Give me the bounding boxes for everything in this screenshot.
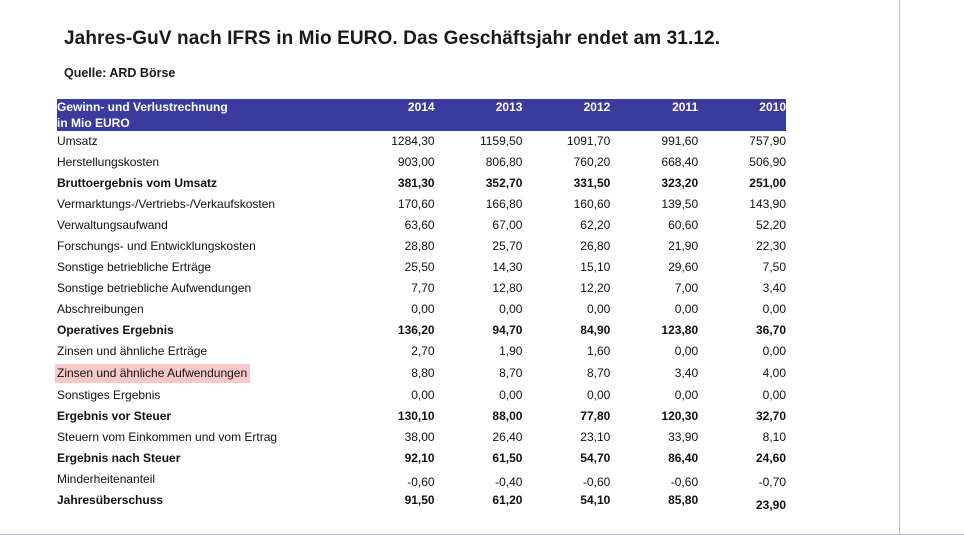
row-value: 0,00 [674, 302, 699, 316]
table-row [57, 215, 786, 236]
row-label: Ergebnis vor Steuer [57, 409, 172, 423]
page-right-border [899, 0, 900, 535]
row-value: 52,20 [755, 218, 786, 232]
column-header-label [57, 99, 347, 131]
row-value: 0,00 [762, 388, 786, 402]
row-value: 0,00 [674, 344, 699, 358]
row-value: 3,40 [674, 366, 699, 380]
row-value: 33,90 [668, 430, 699, 444]
row-label: Zinsen und ähnliche Erträge [57, 344, 208, 358]
row-value: 26,40 [492, 430, 523, 444]
row-value: 139,50 [661, 197, 699, 211]
row-label: Minderheitenanteil [57, 472, 156, 486]
row-value: 38,00 [404, 430, 435, 444]
row-value: 2,70 [411, 344, 435, 358]
row-value: 14,30 [492, 260, 523, 274]
row-label: Abschreibungen [57, 302, 144, 316]
row-value: 160,60 [573, 197, 611, 211]
table-row [57, 173, 786, 194]
table-row [57, 490, 786, 511]
row-value: 86,40 [668, 451, 699, 465]
row-value: 0,00 [762, 302, 786, 316]
row-value: 0,00 [762, 344, 786, 358]
row-value: 806,80 [485, 155, 523, 169]
row-value: 85,80 [668, 493, 699, 507]
row-value: 0,00 [411, 388, 435, 402]
row-value: 25,50 [404, 260, 435, 274]
row-value: 21,90 [668, 239, 699, 253]
row-label: Forschungs- und Entwicklungskosten [57, 239, 256, 253]
highlighted-row-label: Zinsen und ähnliche Aufwendungen [55, 364, 250, 383]
row-value: 760,20 [573, 155, 611, 169]
row-value: 120,30 [661, 409, 699, 423]
row-value: 668,40 [661, 155, 699, 169]
row-value: 12,20 [580, 281, 611, 295]
row-value: 54,10 [580, 493, 611, 507]
row-value: 61,50 [492, 451, 523, 465]
row-value: 23,10 [580, 430, 611, 444]
row-value: 63,60 [404, 218, 435, 232]
row-value: 28,80 [404, 239, 435, 253]
row-label: Herstellungskosten [57, 155, 160, 169]
row-value: 757,90 [749, 134, 786, 148]
column-header-label-line2: in Mio EURO [57, 116, 130, 130]
table-row [57, 194, 786, 215]
row-value: 0,00 [499, 302, 523, 316]
row-value: 0,00 [586, 388, 611, 402]
table-row [57, 278, 786, 299]
row-value: 91,50 [404, 493, 435, 507]
row-value: 22,30 [755, 239, 786, 253]
row-label [57, 362, 347, 385]
table-header-row [57, 99, 786, 131]
row-value: 88,00 [492, 409, 523, 423]
row-value: 166,80 [485, 197, 523, 211]
table-row [57, 385, 786, 406]
row-value: 1091,70 [566, 134, 611, 148]
row-value: 26,80 [580, 239, 611, 253]
table-body [57, 131, 786, 511]
table-row [57, 236, 786, 257]
row-value: 36,70 [755, 323, 786, 337]
row-value: 1,90 [499, 344, 523, 358]
row-value: 3,40 [762, 281, 786, 295]
row-value: 0,00 [411, 302, 435, 316]
row-value: 323,20 [661, 176, 699, 190]
row-value: 8,10 [762, 430, 786, 444]
row-value: 1159,50 [479, 134, 523, 148]
row-value: 12,80 [492, 281, 523, 295]
row-value: 60,60 [668, 218, 699, 232]
row-value: 25,70 [492, 239, 523, 253]
column-header-year-2011: 2011 [610, 99, 698, 131]
row-value: 0,00 [586, 302, 611, 316]
table-row [57, 469, 786, 490]
row-value: 4,00 [762, 366, 786, 380]
row-label: Operatives Ergebnis [57, 323, 174, 337]
table-row [57, 427, 786, 448]
row-value: 54,70 [580, 451, 611, 465]
row-value: 1284,30 [391, 134, 435, 148]
row-value: 903,00 [397, 155, 435, 169]
row-label: Sonstige betriebliche Aufwendungen [57, 281, 252, 295]
row-value: 331,50 [573, 176, 611, 190]
row-label: Sonstige betriebliche Erträge [57, 260, 212, 274]
row-value: 94,70 [492, 323, 523, 337]
table-row [57, 299, 786, 320]
table-row [57, 131, 786, 152]
row-value: 15,10 [580, 260, 611, 274]
column-header-year-2012: 2012 [522, 99, 610, 131]
row-label: Jahresüberschuss [57, 493, 164, 507]
row-value: 381,30 [397, 176, 435, 190]
row-value: 67,00 [492, 218, 523, 232]
table-row [57, 406, 786, 427]
row-value: 7,50 [762, 260, 786, 274]
row-value: 24,60 [755, 451, 786, 465]
financial-statement-table [57, 99, 786, 511]
row-value: 8,70 [586, 366, 611, 380]
table-header [57, 99, 786, 131]
row-value: 92,10 [404, 451, 435, 465]
row-value: 143,90 [749, 197, 786, 211]
row-value: 136,20 [397, 323, 435, 337]
row-label: Ergebnis nach Steuer [57, 451, 181, 465]
column-header-year-2014: 2014 [347, 99, 435, 131]
row-value: 23,90 [755, 498, 786, 512]
table-row [57, 341, 786, 362]
row-value: 130,10 [397, 409, 435, 423]
table-row [57, 320, 786, 341]
row-value: 506,90 [749, 155, 786, 169]
row-value: 61,20 [492, 493, 523, 507]
table-row [57, 448, 786, 469]
row-value: -0,60 [407, 475, 435, 489]
source-note: Quelle: ARD Börse [64, 66, 176, 80]
column-header-year-2010: 2010 [698, 99, 786, 131]
row-value: 1,60 [586, 344, 611, 358]
row-value: -0,70 [758, 475, 786, 489]
row-value: 352,70 [485, 176, 523, 190]
row-value: -0,60 [670, 475, 699, 489]
row-value: 170,60 [397, 197, 435, 211]
row-value: 77,80 [580, 409, 611, 423]
row-value: 8,80 [411, 366, 435, 380]
column-header-label-line1: Gewinn- und Verlustrechnung [57, 100, 228, 114]
row-label: Umsatz [57, 134, 98, 148]
row-label: Bruttoergebnis vom Umsatz [57, 176, 218, 190]
row-value: 0,00 [674, 388, 699, 402]
row-label: Verwaltungsaufwand [57, 218, 168, 232]
row-value: 29,60 [668, 260, 699, 274]
row-value: -0,60 [582, 475, 611, 489]
row-value: 62,20 [580, 218, 611, 232]
row-label: Sonstiges Ergebnis [57, 388, 161, 402]
row-value: 0,00 [499, 388, 523, 402]
row-value: 7,70 [411, 281, 435, 295]
row-value: 84,90 [580, 323, 611, 337]
row-label: Steuern vom Einkommen und vom Ertrag [57, 430, 278, 444]
row-value: 123,80 [661, 323, 699, 337]
row-value: 8,70 [499, 366, 523, 380]
row-value: 251,00 [749, 176, 786, 190]
page-title: Jahres-GuV nach IFRS in Mio EURO. Das Geschäftsjahr endet am 31.12. [64, 28, 721, 49]
row-value: 32,70 [755, 409, 786, 423]
row-label: Vermarktungs-/Vertriebs-/Verkaufskosten [57, 197, 276, 211]
column-header-year-2013: 2013 [435, 99, 523, 131]
table-row [57, 152, 786, 173]
table-row [57, 362, 786, 385]
row-value: -0,40 [495, 475, 523, 489]
row-value: 991,60 [661, 134, 699, 148]
table-row [57, 257, 786, 278]
row-value: 7,00 [674, 281, 699, 295]
